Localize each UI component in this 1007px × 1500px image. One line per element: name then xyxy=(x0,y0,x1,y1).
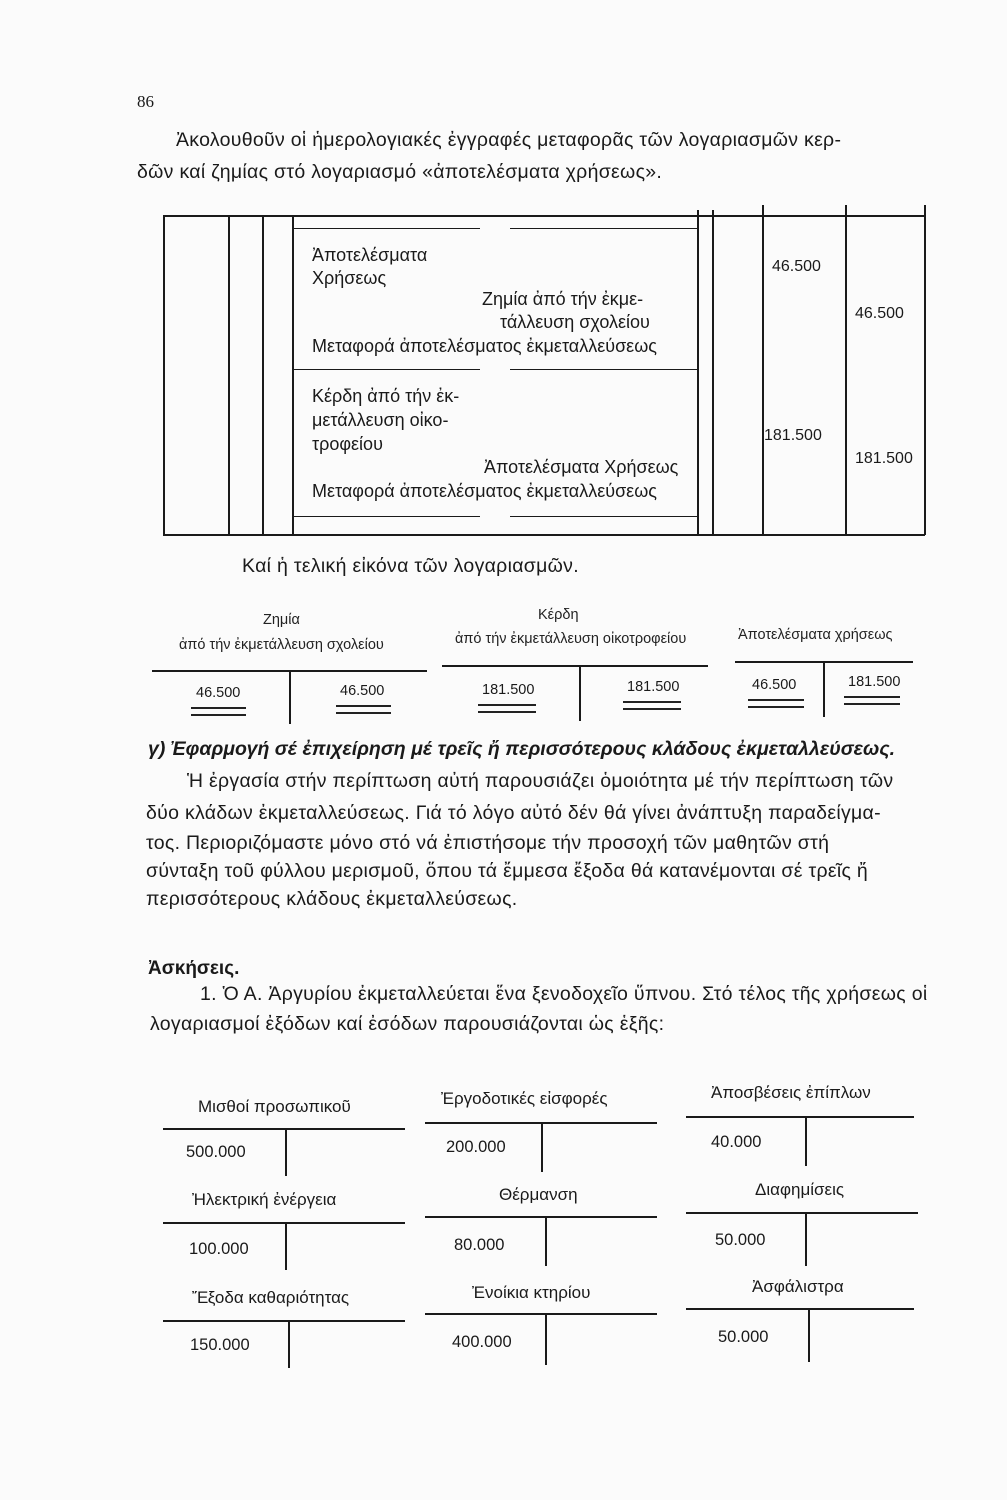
t-account-title: Ἀποτελέσματα χρήσεως xyxy=(738,627,893,643)
t-account-debit: 400.000 xyxy=(452,1333,512,1351)
section-body-line: περισσότερους κλάδους ἐκμεταλλεύσεως. xyxy=(146,888,518,910)
exercise-1-line-1: 1. Ὁ Α. Ἀργυρίου ἐκμεταλλεύεται ἕνα ξενοδοχεῖο ὕπνου. Στό τέλος τῆς χρήσεως οἱ xyxy=(200,983,928,1005)
t-account-title: Ἀσφάλιστρα xyxy=(752,1277,844,1296)
entry2-credit-amount: 181.500 xyxy=(855,450,913,467)
t-account-credit: 181.500 xyxy=(848,674,901,690)
final-picture-label: Καί ἡ τελική εἰκόνα τῶν λογαριασμῶν. xyxy=(242,555,579,577)
entry2-debit-account-2: μετάλλευση οἰκο- xyxy=(312,410,449,430)
entry2-debit-amount: 181.500 xyxy=(764,427,822,444)
entry2-explanation: Μεταφορά ἀποτελέσματος ἐκμεταλλεύσεως xyxy=(312,481,657,501)
section-body-line: τος. Περιοριζόμαστε μόνο στό νά ἐπιστήσομε τήν προσοχή τῶν μαθητῶν στή xyxy=(146,832,830,854)
entry1-explanation: Μεταφορά ἀποτελέσματος ἐκμεταλλεύσεως xyxy=(312,336,657,356)
section-heading: γ) Ἐφαρμογή σέ ἐπιχείρηση μέ τρεῖς ἤ περισσότερους κλάδους ἐκμεταλλεύσεως. xyxy=(148,738,896,760)
entry1-credit-account-1: Ζημία ἀπό τήν ἐκμε- xyxy=(482,289,644,309)
t-account-title: Ζημία xyxy=(263,612,300,628)
entry2-credit-account: Ἀποτελέσματα Χρήσεως xyxy=(484,457,679,477)
t-account-title: Θέρμανση xyxy=(499,1185,578,1204)
t-account-title: Μισθοί προσωπικοῦ xyxy=(198,1097,351,1116)
t-account-debit: 46.500 xyxy=(752,677,797,693)
t-account-debit: 80.000 xyxy=(454,1236,505,1254)
t-account-title: Ἠλεκτρική ἐνέργεια xyxy=(192,1190,337,1209)
intro-line-2: δῶν καί ζημίας στό λογαριασμό «ἀποτελέσματα χρήσεως». xyxy=(137,161,663,183)
entry1-credit-account-2: τάλλευση σχολείου xyxy=(500,312,650,332)
t-account-title: Κέρδη xyxy=(538,607,579,623)
t-account-debit: 100.000 xyxy=(189,1240,249,1258)
t-account-title: ἀπό τήν ἐκμετάλλευση σχολείου xyxy=(179,637,384,653)
entry2-debit-account-1: Κέρδη ἀπό τήν ἐκ- xyxy=(312,386,460,406)
t-account-title: Ἀποσβέσεις ἐπίπλων xyxy=(711,1083,871,1102)
t-account-title: Ἐργοδοτικές εἰσφορές xyxy=(441,1089,608,1108)
entry1-debit-account-2: Χρήσεως xyxy=(312,268,387,288)
t-account-title: Ἐνοίκια κτηρίου xyxy=(472,1283,591,1302)
exercises-title: Ἀσκήσεις. xyxy=(148,958,240,979)
t-account-title: ἀπό τήν ἐκμετάλλευση οἰκοτροφείου xyxy=(455,631,687,647)
t-account-debit: 40.000 xyxy=(711,1133,762,1151)
page-number: 86 xyxy=(137,92,154,111)
t-account-debit: 500.000 xyxy=(186,1143,246,1161)
t-account-debit: 50.000 xyxy=(715,1231,766,1249)
t-account-title: Ἔξοδα καθαριότητας xyxy=(192,1288,350,1307)
entry1-debit-account-1: Ἀποτελέσματα xyxy=(312,245,428,265)
intro-line-1: Ἀκολουθοῦν οἱ ἡμερολογιακές ἐγγραφές μεταφορᾶς τῶν λογαριασμῶν κερ- xyxy=(176,129,842,151)
t-account-debit: 50.000 xyxy=(718,1328,769,1346)
t-account-debit: 181.500 xyxy=(482,682,535,698)
t-account-credit: 46.500 xyxy=(340,683,385,699)
section-body-line: Ἡ ἐργασία στήν περίπτωση αὐτή παρουσιάζει ὁμοιότητα μέ τήν περίπτωση τῶν xyxy=(187,770,894,792)
section-body-line: σύνταξη τοῦ φύλλου μερισμοῦ, ὅπου τά ἔμμεσα ἔξοδα θά κατανέμονται σέ τρεῖς ἤ xyxy=(146,860,869,882)
t-account-credit: 181.500 xyxy=(627,679,680,695)
t-account-debit: 46.500 xyxy=(196,685,241,701)
t-account-title: Διαφημίσεις xyxy=(755,1180,845,1199)
exercise-1-line-2: λογαριασμοί ἐξόδων καί ἐσόδων παρουσιάζονται ὡς ἑξῆς: xyxy=(150,1013,665,1035)
entry2-debit-account-3: τροφείου xyxy=(312,434,383,454)
section-body-line: δύο κλάδων ἐκμεταλλεύσεως. Γιά τό λόγο αὐτό δέν θά γίνει ἀνάπτυξη παραδείγμα- xyxy=(146,802,881,824)
entry1-debit-amount: 46.500 xyxy=(772,258,821,275)
entry1-credit-amount: 46.500 xyxy=(855,305,904,322)
t-account-debit: 150.000 xyxy=(190,1336,250,1354)
t-account-debit: 200.000 xyxy=(446,1138,506,1156)
